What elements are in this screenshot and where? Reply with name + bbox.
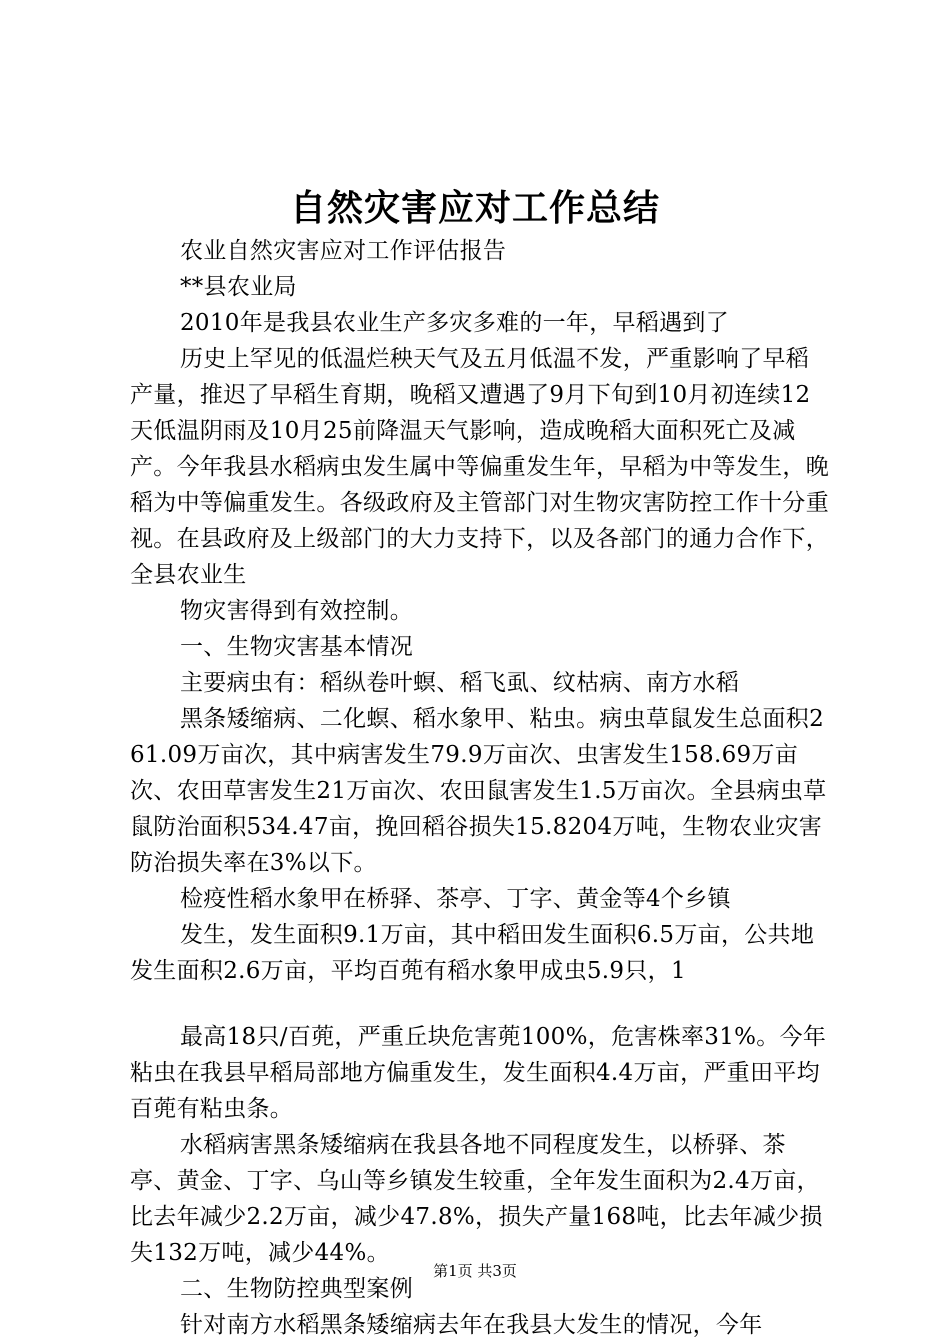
- paragraph-main-pests: 主要病虫有：稻纵卷叶螟、稻飞虱、纹枯病、南方水稻: [180, 670, 740, 696]
- section-heading-2: 二、生物防控典型案例: [180, 1276, 413, 1302]
- paragraph-quarantine-area: 发生，发生面积9.1万亩，其中稻田发生面积6.5万亩，公共地发生面积2.6万亩，平均百蔸有稻水象甲成虫5.9只，1: [130, 922, 815, 984]
- paragraph-quarantine-pest: 检疫性稻水象甲在桥驿、茶亭、丁字、黄金等4个乡镇: [180, 886, 731, 912]
- section-heading-1: 一、生物灾害基本情况: [180, 634, 413, 660]
- document-title: 自然灾害应对工作总结: [289, 187, 660, 229]
- paragraph-dwarf-disease: 水稻病害黑条矮缩病在我县各地不同程度发生，以桥驿、茶亭、黄金、丁字、乌山等乡镇发生较重，全年发生面积为2.4万亩，比去年减少2.2万亩，减少47.8%，损失产量168吨，比去年减少损失132万吨，减少44%。: [130, 1132, 823, 1266]
- paragraph-report-title: 农业自然灾害应对工作评估报告: [180, 238, 507, 264]
- paragraph-issuer: **县农业局: [180, 274, 297, 300]
- paragraph-weather-impact: 历史上罕见的低温烂秧天气及五月低温不发，严重影响了早稻产量，推迟了早稻生育期，晚稻又遭遇了9月下旬到10月初连续12天低温阴雨及10月25前降温天气影响，造成晚稻大面积死亡及减产。今年我县水稻病虫发生属中等偏重发生年，早稻为中等发生，晚稻为中等偏重发生。各级政府及主管部门对生物灾害防控工作十分重视。在县政府及上级部门的大力支持下，以及各部门的通力合作下，全县农业生: [130, 346, 829, 588]
- document-body: [130, 233, 830, 1343]
- paragraph-pest-statistics: 黑条矮缩病、二化螟、稻水象甲、粘虫。病虫草鼠发生总面积261.09万亩次，其中病害发生79.9万亩次、虫害发生158.69万亩次、农田草害发生21万亩次、农田鼠害发生1.5万亩次。全县病虫草鼠防治面积534.47亩，挽回稻谷损失15.8204万吨，生物农业灾害防治损失率在3%以下。: [130, 706, 827, 876]
- paragraph-control-result: 物灾害得到有效控制。: [180, 598, 413, 624]
- paragraph-case-intro: 针对南方水稻黑条矮缩病去年在我县大发生的情况，今年: [180, 1312, 763, 1338]
- page-number: 第1页 共3页: [433, 1262, 517, 1280]
- paragraph-damage-rate: 最高18只/百蔸，严重丘块危害蔸100%，危害株率31%。今年粘虫在我县早稻局部地方偏重发生，发生面积4.4万亩，严重田平均百蔸有粘虫条。: [130, 1024, 827, 1122]
- paragraph-intro: 2010年是我县农业生产多灾多难的一年，早稻遇到了: [180, 310, 730, 336]
